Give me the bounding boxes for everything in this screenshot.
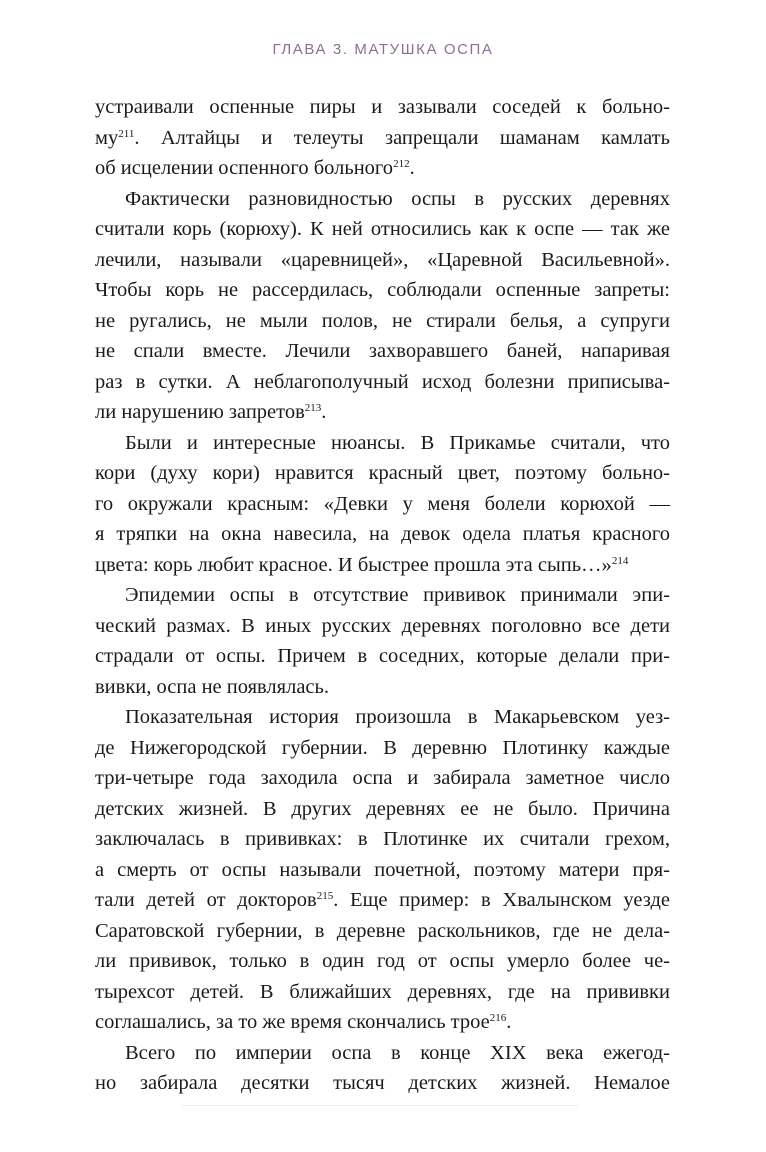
text-line <box>95 1038 670 1069</box>
text-line <box>95 275 670 306</box>
text-line <box>95 306 670 337</box>
text-line <box>95 977 670 1008</box>
text-line <box>95 123 670 154</box>
footnote-ref: 214 <box>611 554 629 567</box>
footnote-ref: 215 <box>316 890 334 902</box>
line-text: ческий размах. В иных русских деревнях поголовно все дети <box>95 614 670 637</box>
line-text: тали детей от докторов <box>95 889 317 911</box>
text-line <box>95 916 670 947</box>
line-text: ли прививок, только в один год от оспы умерло более че- <box>95 950 670 972</box>
text-line <box>95 641 670 672</box>
text-line <box>95 489 670 520</box>
text-line <box>95 336 670 367</box>
line-text: не спали вместе. Лечили захворавшего баней, напаривая <box>95 340 670 362</box>
text-line <box>95 946 670 977</box>
text-line <box>95 794 670 825</box>
line-text: Эпидемии оспы в отсутствие прививок принимали эпи- <box>125 584 670 606</box>
line-text-rest: . <box>409 157 415 179</box>
footer-divider <box>182 1105 578 1106</box>
paragraph <box>95 428 670 581</box>
line-text: лечили, называли «царевницей», «Царевной Васильевной». <box>95 248 670 271</box>
text-line <box>95 397 670 428</box>
line-text: а смерть от оспы называли почетной, поэтому матери пря- <box>95 858 670 881</box>
text-line <box>95 1068 670 1099</box>
paragraph <box>95 702 670 1038</box>
text-line <box>95 824 670 855</box>
text-line <box>95 702 670 733</box>
line-text: му <box>95 126 119 149</box>
paragraph <box>95 580 670 702</box>
line-text: я тряпки на окна навесила, на девок одела платья красного <box>95 523 670 545</box>
text-line <box>95 428 670 459</box>
text-line <box>95 885 670 916</box>
line-text: считали корь (корюху). К ней относились как к оспе — так же <box>95 218 670 240</box>
line-text: раз в сутки. А неблагополучный исход болезни приписыва- <box>95 370 670 393</box>
line-text: страдали от оспы. Причем в соседних, которые делали при- <box>95 645 670 667</box>
text-line <box>95 245 670 276</box>
line-text: Саратовской губернии, в деревне раскольников, где не дела- <box>95 919 670 942</box>
text-line <box>95 1007 670 1038</box>
line-text: об исцелении оспенного больного <box>95 157 394 179</box>
line-text: цвета: корь любит красное. И быстрее прошла эта сыпь…» <box>95 553 612 576</box>
footnote-ref: 213 <box>304 402 322 414</box>
line-text: ли нарушению запретов <box>95 401 305 423</box>
text-line <box>95 92 670 123</box>
body-text <box>95 92 670 1099</box>
line-text: тырехсот детей. В ближайших деревнях, где на прививки <box>95 980 670 1003</box>
paragraph <box>95 184 670 428</box>
line-text: го окружали красным: «Девки у меня болели корюхой — <box>95 492 670 515</box>
line-text: детских жизней. В других деревнях ее не было. Причина <box>95 797 670 820</box>
line-text-rest: . Еще пример: в Хвалынском уезде <box>333 889 670 911</box>
line-text: Показательная история произошла в Макарьевском уез- <box>125 706 670 728</box>
text-line <box>95 519 670 550</box>
line-text: Были и интересные нюансы. В Прикамье считали, что <box>125 431 670 454</box>
line-text-rest: . Алтайцы и телеуты запрещали шаманам камлать <box>134 126 670 149</box>
text-line <box>95 214 670 245</box>
paragraph <box>95 1038 670 1099</box>
line-text: Всего по империи оспа в конце XIX века ежегод- <box>125 1041 670 1064</box>
line-text: де Нижегородской губернии. В деревню Плотинку каждые <box>95 736 670 759</box>
text-line <box>95 458 670 489</box>
line-text: но забирала десятки тысяч детских жизней. Немалое <box>95 1072 670 1094</box>
running-head: ГЛАВА 3. МАТУШКА ОСПА <box>272 41 494 58</box>
line-text: Фактически разновидностью оспы в русских деревнях <box>125 187 670 210</box>
line-text: кори (духу кори) нравится красный цвет, поэтому больно- <box>95 462 670 484</box>
text-line <box>95 184 670 215</box>
text-line <box>95 153 670 184</box>
line-text-rest: . <box>321 401 327 423</box>
text-line <box>95 611 670 642</box>
text-line <box>95 672 670 703</box>
line-text: три-четыре года заходила оспа и забирала заметное число <box>95 767 670 789</box>
line-text: заключалась в прививках: в Плотинке их считали грехом, <box>95 828 670 850</box>
text-line <box>95 550 670 581</box>
footnote-ref: 216 <box>489 1012 507 1024</box>
paragraph <box>95 92 670 184</box>
line-text: не ругались, не мыли полов, не стирали белья, а супруги <box>95 309 670 332</box>
text-line <box>95 763 670 794</box>
line-text: устраивали оспенные пиры и зазывали соседей к больно- <box>95 96 670 118</box>
footnote-ref: 211 <box>118 127 135 140</box>
line-text: вивки, оспа не появлялась. <box>95 675 329 698</box>
footnote-ref: 212 <box>393 158 410 170</box>
text-line <box>95 855 670 886</box>
text-line <box>95 580 670 611</box>
line-text: соглашались, за то же время скончались трое <box>95 1011 490 1033</box>
text-line <box>95 367 670 398</box>
line-text: Чтобы корь не рассердилась, соблюдали оспенные запреты: <box>95 279 670 301</box>
line-text-rest: . <box>506 1011 512 1033</box>
text-line <box>95 733 670 764</box>
